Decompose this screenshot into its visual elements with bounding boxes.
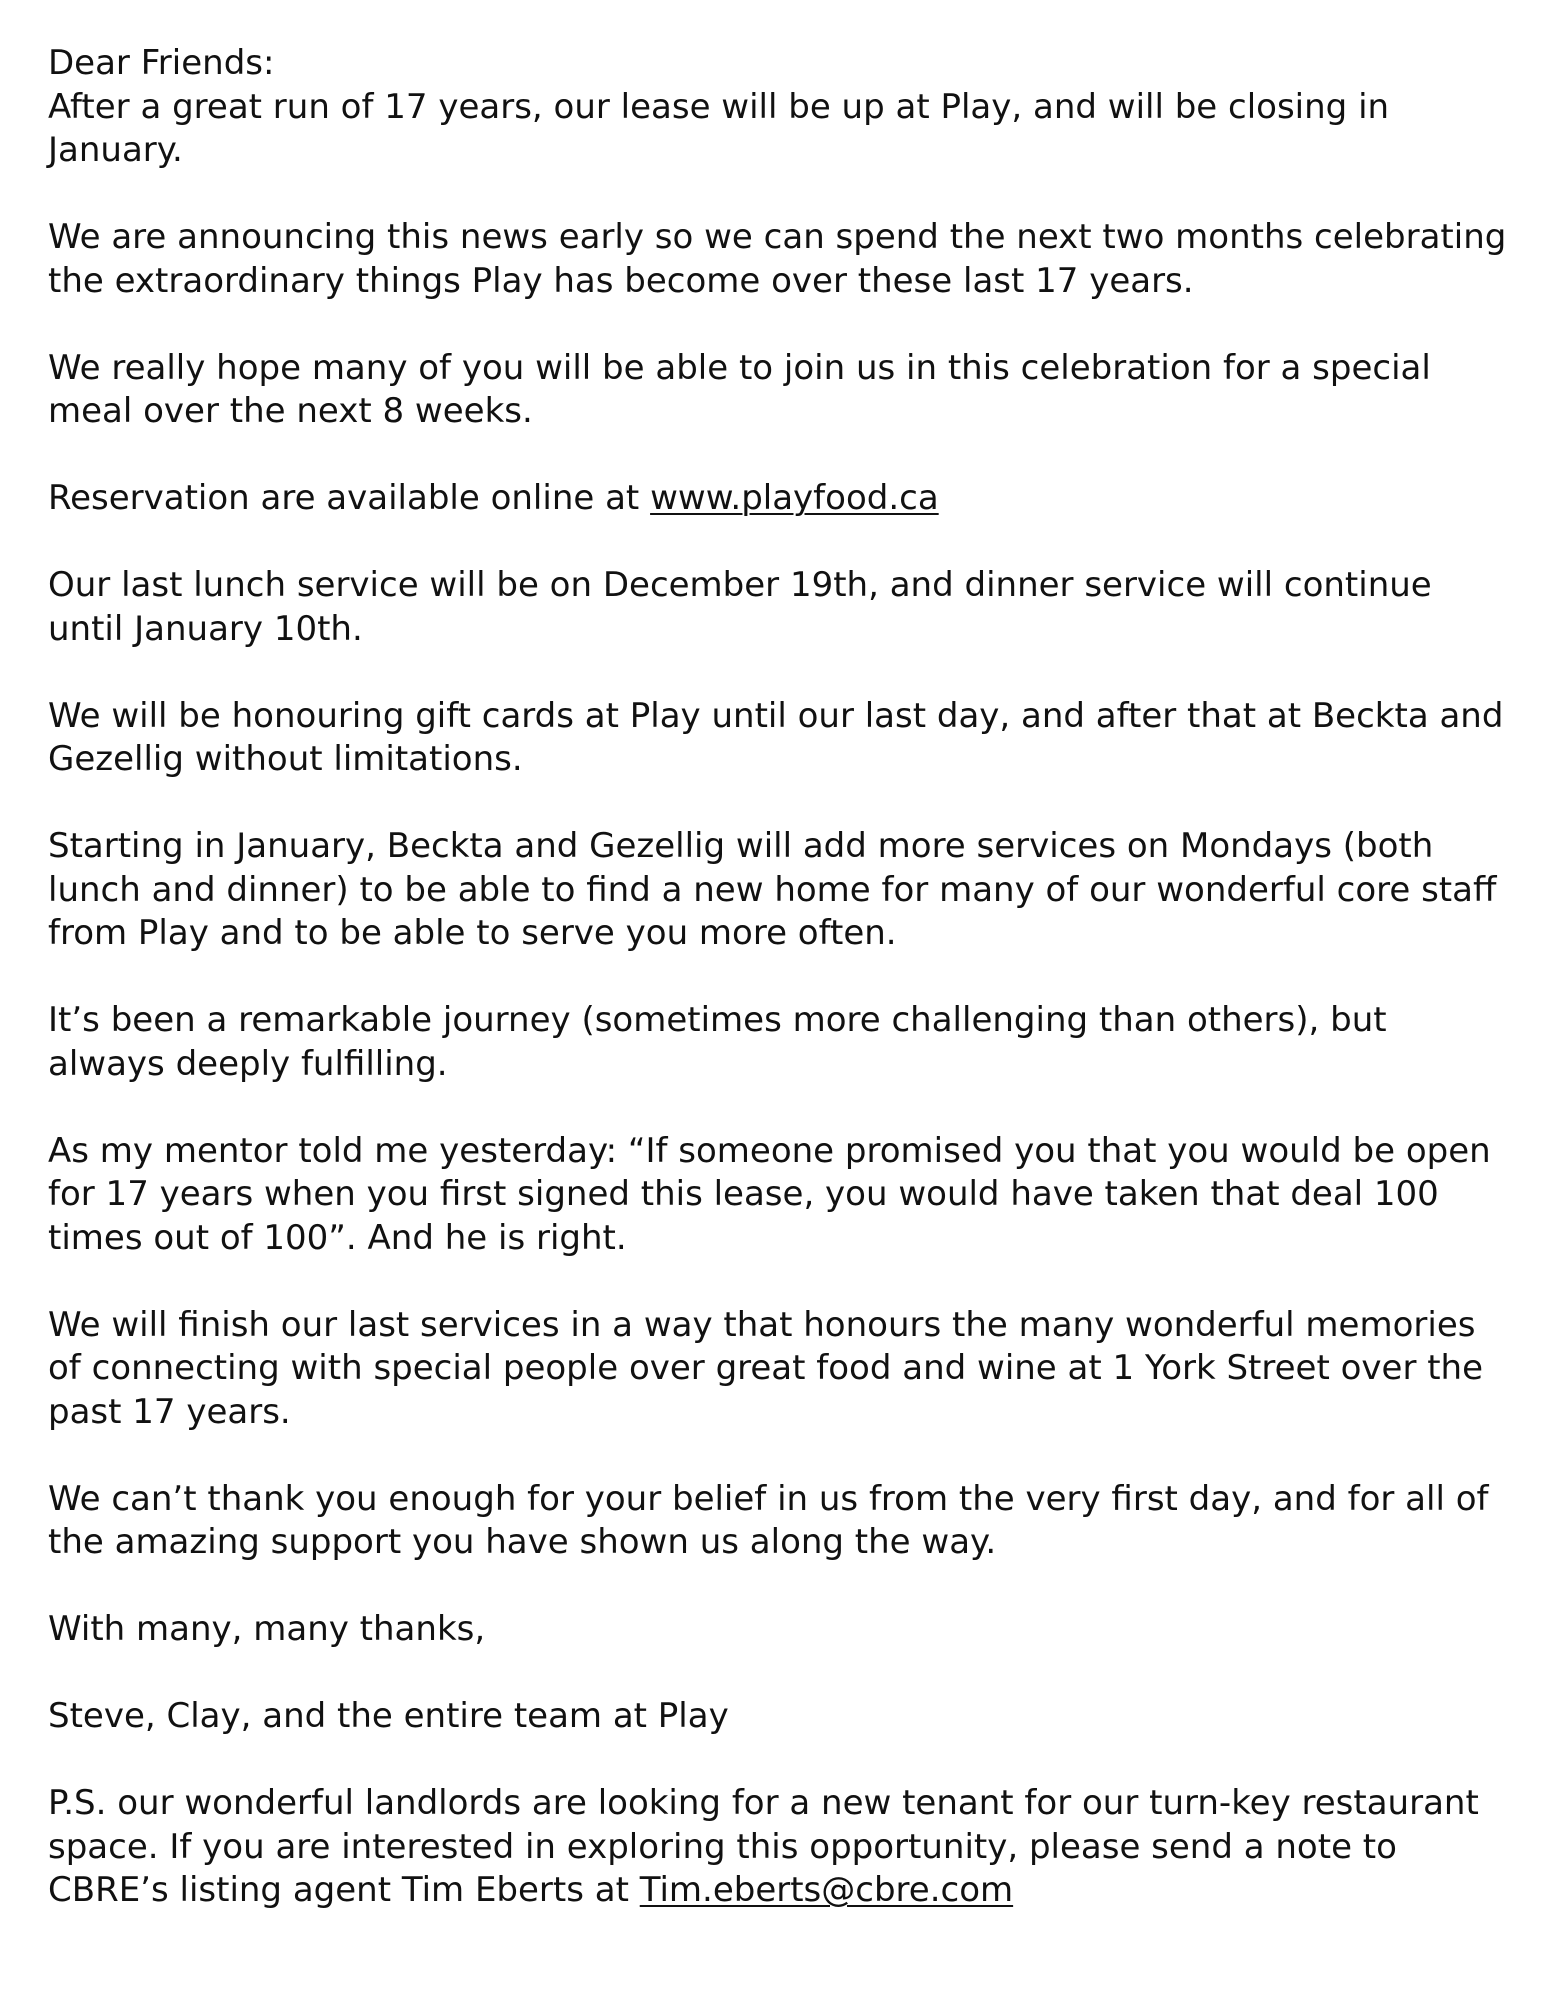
paragraph-gift-cards: We will be honouring gift cards at Play until our last day, and after that at Beckta and Gezellig without limitations. [48, 695, 1504, 779]
paragraph-journey: It’s been a remarkable journey (sometimes more challenging than others), but always deeply fulfilling. [48, 1000, 1387, 1084]
letter-greeting: Dear Friends: [48, 43, 275, 83]
website-link[interactable]: www.playfood.ca [650, 478, 939, 518]
letter-signature: Steve, Clay, and the entire team at Play [48, 1696, 729, 1736]
reservations-text: Reservation are available online at [48, 478, 651, 518]
letter-body [48, 42, 1508, 1913]
paragraph-thanks: We can’t thank you enough for your belief in us from the very first day, and for all of the amazing support you have shown us along the way. [48, 1478, 1489, 1562]
paragraph-mentor-quote: As my mentor told me yesterday: “If someone promised you that you would be open for 17 years when you first signed this lease, you would have taken that deal 100 times out of 100”. And he is right. [48, 1130, 1491, 1258]
paragraph-lease-closing: After a great run of 17 years, our lease will be up at Play, and will be closing in January. [48, 86, 1390, 170]
paragraph-announcement: We are announcing this news early so we can spend the next two months celebrating the extraordinary things Play has become over these last 17 years. [48, 217, 1507, 301]
paragraph-monday-services: Starting in January, Beckta and Gezellig will add more services on Mondays (both lunch and dinner) to be able to find a new home for many of our wonderful core staff from Play and to be able to serve you more often. [48, 826, 1497, 953]
letter-closing: With many, many thanks, [48, 1609, 486, 1649]
paragraph-final-services: We will finish our last services in a way that honours the many wonderful memories of connecting with special people over great food and wine at 1 York Street over the past 17 years. [48, 1304, 1484, 1432]
paragraph-celebration: We really hope many of you will be able to join us in this celebration for a special meal over the next 8 weeks. [48, 347, 1431, 431]
paragraph-last-services: Our last lunch service will be on December 19th, and dinner service will continue until January 10th. [48, 565, 1432, 649]
postscript [48, 1782, 1508, 1913]
email-link[interactable]: Tim.eberts@cbre.com [639, 1870, 1014, 1910]
paragraph-reservations [48, 477, 1508, 521]
postscript-text: P.S. our wonderful landlords are looking for a new tenant for our turn-key restaurant space. If you are interested in exploring this opportunity, please send a note to CBRE’s listing agent Tim Eberts at [48, 1783, 1479, 1910]
